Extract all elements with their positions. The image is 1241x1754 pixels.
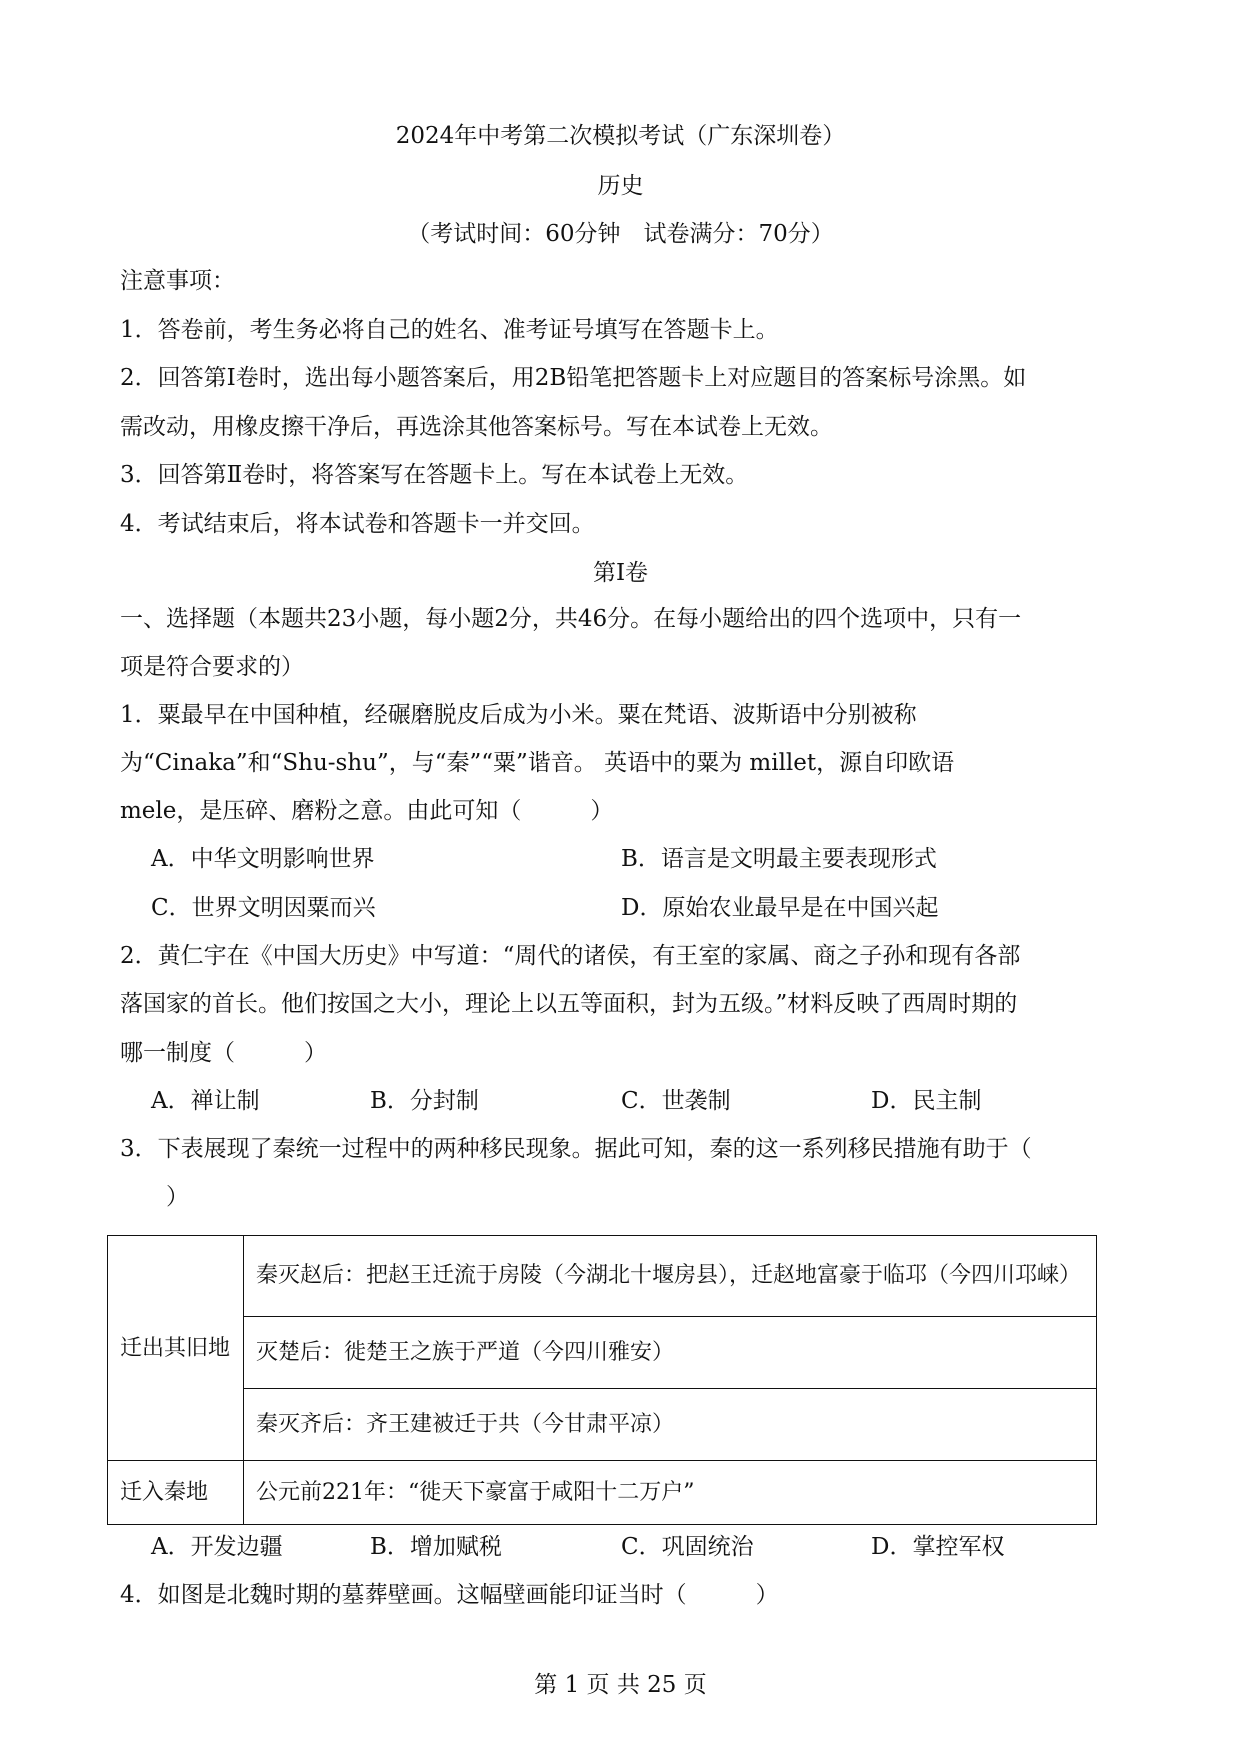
question-3-option-a: A．开发边疆 <box>151 1534 283 1560</box>
question-4-stem: 4．如图是北魏时期的墓葬壁画。这幅壁画能印证当时（ ） <box>120 1582 779 1608</box>
table-cell: 灭楚后：徙楚王之族于严道（今四川雅安） <box>244 1316 1097 1388</box>
notice-item: 4．考试结束后，将本试卷和答题卡一并交回。 <box>120 511 595 537</box>
question-3-option-d: D．掌控军权 <box>871 1534 1005 1560</box>
page-number: 第 1 页 共 25 页 <box>534 1672 707 1698</box>
table-cell: 公元前221年：“徙天下豪富于咸阳十二万户” <box>244 1461 1097 1525</box>
question-1-stem: 1．粟最早在中国种植，经碾磨脱皮后成为小米。粟在梵语、波斯语中分别被称 <box>120 702 917 728</box>
question-3-option-b: B．增加赋税 <box>370 1534 502 1560</box>
migration-table <box>107 1235 1097 1525</box>
question-3-option-c: C．巩固统治 <box>621 1534 754 1560</box>
question-1-option-d: D．原始农业最早是在中国兴起 <box>621 895 939 921</box>
question-2-option-c: C．世袭制 <box>621 1088 731 1114</box>
question-2-option-a: A．禅让制 <box>151 1088 260 1114</box>
table-cell: 秦灭齐后：齐王建被迁于共（今甘肃平凉） <box>244 1389 1097 1461</box>
table-cell: 秦灭赵后：把赵王迁流于房陵（今湖北十堰房县），迁赵地富豪于临邛（今四川邛崃） <box>244 1236 1097 1317</box>
exam-info: （考试时间：60分钟 试卷满分：70分） <box>407 221 834 247</box>
notice-item: 3．回答第Ⅱ卷时，将答案写在答题卡上。写在本试卷上无效。 <box>120 462 749 488</box>
notice-item: 需改动，用橡皮擦干净后，再选涂其他答案标号。写在本试卷上无效。 <box>120 414 833 440</box>
exam-title: 2024年中考第二次模拟考试（广东深圳卷） <box>395 123 846 149</box>
question-2-stem: 落国家的首长。他们按国之大小，理论上以五等面积，封为五级。”材料反映了西周时期的 <box>120 991 1018 1017</box>
question-2-option-b: B．分封制 <box>370 1088 479 1114</box>
question-2-stem: 哪一制度（ ） <box>120 1040 327 1066</box>
question-2-stem: 2．黄仁宇在《中国大历史》中写道：“周代的诸侯，有王室的家属、商之子孙和现有各部 <box>120 943 1021 969</box>
question-1-option-a: A．中华文明影响世界 <box>151 846 375 872</box>
question-1-option-b: B．语言是文明最主要表现形式 <box>621 846 937 872</box>
exam-subject: 历史 <box>597 173 644 199</box>
question-3-stem: 3．下表展现了秦统一过程中的两种移民现象。据此可知，秦的这一系列移民措施有助于（ <box>120 1136 1032 1162</box>
table-head-in: 迁入秦地 <box>108 1461 244 1525</box>
section-intro: 项是符合要求的） <box>120 654 304 680</box>
volume-title: 第Ⅰ卷 <box>592 560 649 586</box>
question-1-option-c: C．世界文明因粟而兴 <box>151 895 376 921</box>
notice-heading: 注意事项： <box>120 268 235 294</box>
question-2-option-d: D．民主制 <box>871 1088 982 1114</box>
notice-item: 1．答卷前，考生务必将自己的姓名、准考证号填写在答题卡上。 <box>120 317 779 343</box>
table-head-out: 迁出其旧地 <box>108 1236 244 1461</box>
section-intro: 一、选择题（本题共23小题，每小题2分，共46分。在每小题给出的四个选项中，只有一 <box>120 606 1022 632</box>
question-3-stem: ） <box>166 1184 189 1210</box>
notice-item: 2．回答第Ⅰ卷时，选出每小题答案后，用2B铅笔把答题卡上对应题目的答案标号涂黑。如 <box>120 365 1027 391</box>
question-1-stem: 为“Cinaka”和“Shu-shu”，与“秦”“粟”谐音。 英语中的粟为 millet，源自印欧语 <box>120 750 955 776</box>
question-1-stem: mele，是压碎、磨粉之意。由此可知（ ） <box>120 798 614 824</box>
